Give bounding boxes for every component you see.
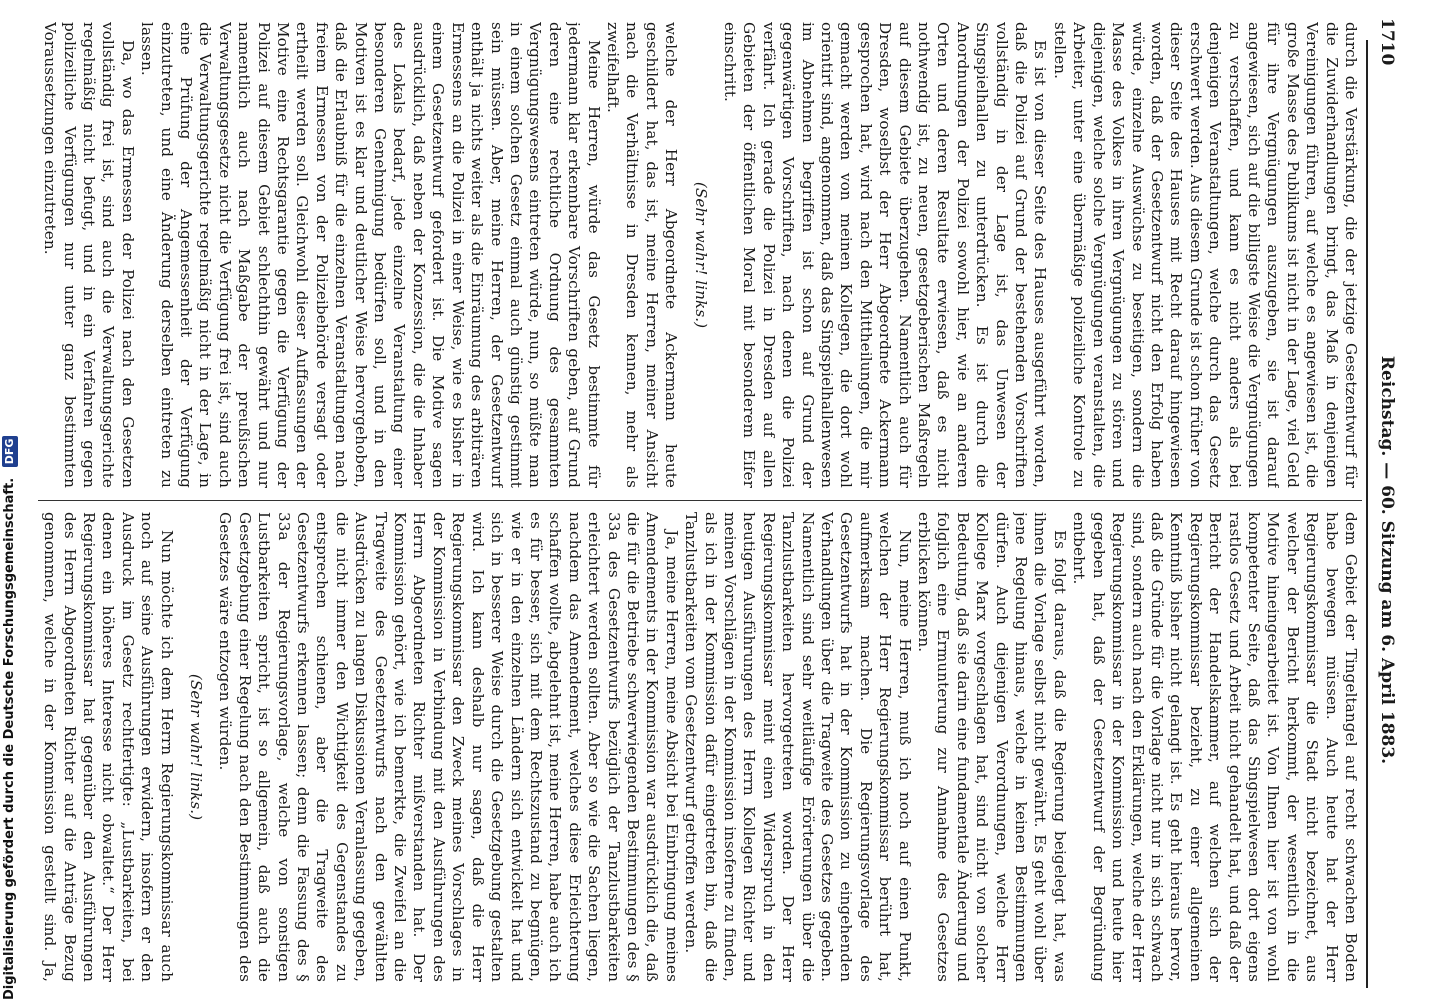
page-header [1372, 18, 1402, 992]
stage-direction: (Sehr wahr! links.) [187, 673, 206, 821]
paragraph: welche der Herr Abgeordnete Ackermann heute geschildert hat, das ist, meine Herren, meiner Ansicht nach die Verhältnisse in Dresden kennen, mehr als zweifelhaft. [603, 22, 681, 488]
paragraph: Nun möchte ich dem Herrn Regierungskommissar auch noch auf seine Ausführungen erwidern, insofern er den Ausdruck im Gesetz rechtfertigte: „Lustbarkeiten, bei denen ein höheres Interesse nicht obwaltet.“ Der Herr Regierungskommissar hat gegenüber den Ausführungen des Herrn Abgeordneten Richter auf die Anträge Bezug genommen, welche in der Kommission gestellt sind. Ja, [41, 512, 176, 982]
paragraph: Meine Herren, würde das Gesetz bestimmte für jedermann klar erkennbare Vorschriften geben, auf Grund deren eine rechtliche Ordnung des gesammten Vergnügungswesens eintreten würde, nun, so müßte man in einem solchen Gesetz einmal auch günstig gestimmt sein müssen. Aber, meine Herren, der Gesetzentwurf enthält ja nichts weiter als die Einräumung des arbiträren Ermessens an die Polizei in einer Weise, wie es bisher in einem Gesetzentwurf gefordert ist. Die Motive sagen ausdrücklich, daß neben der Konzession, die die Inhaber des Lokals bedarf, jede einzelne Veranstaltung einer besonderen Genehmigung bedürfen soll, und in den Motiven ist es klar und deutlicher Weise hervorgehoben, daß die Erlaubniß für die einzelnen Veranstaltungen nach freiem Ermessen von der Polizeibehörde versagt oder ertheilt werden soll. Gleichwohl dieser Auffassungen der Motive eine Rechtsgarantie gegen die Verfügung der Polizei auf diesem Gebiet schlechthin gewährt und nur namentlich auch nach Maßgabe der preußischen Verwaltungsgesetze nicht die Verfügung frei ist, sind auch die Verwaltungsgerichte regelmäßig nicht in der Lage, in eine Prüfung der Angemessenheit der Verfügung einzutreten, und eine Änderung derselben eintreten zu lassen. [138, 22, 603, 488]
paragraph: Es ist von dieser Seite des Hauses ausgeführt worden, daß die Polizei auf Grund der bestehenden Vorschriften vollständig in der Lage ist, das Unwesen der Singspielhallen zu unterdrücken. Es ist durch die Anordnungen der Polizei sowohl hier, wie an anderen Orten und deren Resultate erwiesen, daß es nicht nothwendig ist, zu neuen, gesetzgeberischen Maßregeln auf diesem Gebiete überzugehen. Namentlich auch für Dresden, woselbst der Herr Abgeordnete Ackermann gesprochen hat, wird nach den Mittheilungen, die mir gemacht werden von meinen Kollegen, die dort wohl orientirt sind, angenommen, daß das Singspielhallenwesen im Abnehmen begriffen ist schon auf Grund der gegenwärtigen Vorschriften, nach denen die Polizei verfährt. Ich gerade die Polizei in Dresden auf allen Gebieten der öffentlichen Moral mit besonderem Eifer einschritt. [721, 22, 1050, 488]
left-column [40, 22, 1360, 488]
paragraph: Da, wo das Ermessen der Polizei nach den Gesetzen vollständig frei ist, sind auch die Verwaltungsgerichte regelmäßig nicht befugt, und in ein Verfahren gegen polizeiliche Verfügungen nur unter ganz bestimmten Voraussetzungen einzutreten. [41, 22, 137, 488]
paragraph: dem Gebiet der Tingeltangel auf recht schwachen Boden habe bewegen müssen. Auch heute hat der Herr Regierungskommissar die Stadt nicht bezeichnet, aus welcher der Bericht herkommt, der wesentlich in die Motive hineingearbeitet ist. Von Ihnen hier ist von wohl kompetenter Seite, daß das Singspielwesen dort eigens rastlos Gesetz und Arbeit nicht gehandelt hat, und daß der Bericht der Handelskammer, auf welchen sich der Regierungskommissar bezieht, zu einer allgemeinen Kenntniß bisher nicht gelangt ist. Es geht hieraus hervor, daß die Gründe für die Vorlage nicht nur in sich schwach sind, sondern auch nach den Erklärungen, welche der Herr Regierungskommissar in der Kommission und heute hier gegeben hat, daß der Gesetzentwurf der Begründung entbehrt. [1070, 512, 1360, 982]
dfg-logo: DFG [2, 436, 18, 468]
paragraph: Nun, meine Herren, muß ich noch auf einen Punkt, welchen der Herr Regierungskommissar berührt hat, aufmerksam machen. Die Regierungsvorlage des Gesetzentwurfs hat in der Kommission zu eingehenden Verhandlungen über die Tragweite des Gesetzes gegeben. Namentlich sind sehr weitläufige Erörterungen über die Tanzlustbarkeiten hervorgetreten worden. Der Herr Regierungskommissar meint einen Widerspruch in den heutigen Ausführungen des Herrn Kollegen Richter und meinen Vorschlägen in der Kommission insoferne zu finden, als ich in der Kommission dafür eingetreten bin, daß die Tanzlustbarkeiten vom Gesetzentwurf getroffen werden. [682, 512, 914, 982]
paragraph: Es folgt daraus, daß die Regierung beigelegt hat, was ihnen die Vorlage selbst nicht gewährt. Es geht wohl über jene Regelung hinaus, welche in keinen Bestimmungen dürfen. Auch diejenigen Verordnungen, welche Herr Kollege Marx vorgeschlagen hat, sind nicht von solcher Bedeutung, daß sie darin eine fundamentale Änderung und folglich eine Ermunterung zur Annahme des Gesetzes erblicken können. [915, 512, 1069, 982]
page-title: Reichstag. — 60. Sitzung am 6. April 1883. [1377, 355, 1397, 765]
paragraph: durch die Verstärkung, die der jetzige Gesetzentwurf für die Zuwiderhandlungen bringt, das Maß in denjenigen Vereinigungen führen, auf welche es angewiesen ist, die große Masse des Publikums ist nicht in der Lage, viel Geld für ihre Vergnügungen auszugeben, sie ist darauf angewiesen, sich auf die billigste Weise die Vergnügungen zu verschaffen, und kann es nicht anders als bei denjenigen Veranstaltungen, welche durch das Gesetz erschwert werden. Aus diesem Grunde ist schon früher von dieser Seite des Hauses mit Recht darauf hingewiesen worden, daß der Gesetzentwurf nicht den Erfolg haben würde, einzelne Auswüchse zu beseitigen, sondern die Masse des Volkes in ihren Vergnügungen zu stören und diejenigen, welche solche Vergnügungen veranstalten, die Arbeiter, unter eine übermäßige polizeiliche Kontrole zu stellen. [1050, 22, 1360, 488]
page-number: 1710 [1377, 18, 1397, 66]
digitization-credit [2, 0, 26, 1000]
header-rule [1366, 40, 1368, 988]
paragraph: Ja, meine Herren, meine Absicht bei Einbringung meines Amendements in der Kommission war ausdrücklich die, daß die für die Betriebe schwerwiegenden Bestimmungen des § 33a des Gesetzentwurfs bezüglich der Tanzlustbarkeiten erleichtert werden sollten. Aber so wie die Sachen liegen, nachdem das Amendement, welches diese Erleichterung schaffen wollte, abgelehnt ist, meine Herren, habe auch ich es für besser, sich mit dem Rechtszustand zu begnügen, wie er in den einzelnen Ländern sich entwickelt hat und sich in besserer Weise durch die Gesetzgebung gestalten wird. Ich kann deshalb nur sagen, daß die Herr Regierungskommissar den Zweck meines Vorschlages in der Kommission in Verbindung mit den Ausführungen des Herrn Abgeordneten Richter mißverstanden hat. Der Kommission gehört, wie ich bemerkte, die Zweifel an die Tragweite des Gesetzentwurfs nach den gewählten Ausdrücken zu langen Diskussionen Veranlassung gegeben, die nicht immer den Wichtigkeit des Gegenstandes zu entsprechen schienen, aber die Tragweite des Gesetzentwurfs erkennen lassen; denn die Fassung des § 33a der Regierungsvorlage, welche von sonstigen Lustbarkeiten spricht, ist so allgemein, daß auch die Gesetzgebung einer Regelung nach den Bestimmungen des Gesetzes wäre entzogen würden. [216, 512, 681, 982]
column-divider [38, 500, 1362, 501]
right-column [40, 512, 1360, 982]
credit-text: Digitalisierung gefördert durch die Deutsche Forschungsgemeinschaft. [2, 477, 17, 1000]
stage-direction: (Sehr wahr! links.) [691, 181, 710, 329]
